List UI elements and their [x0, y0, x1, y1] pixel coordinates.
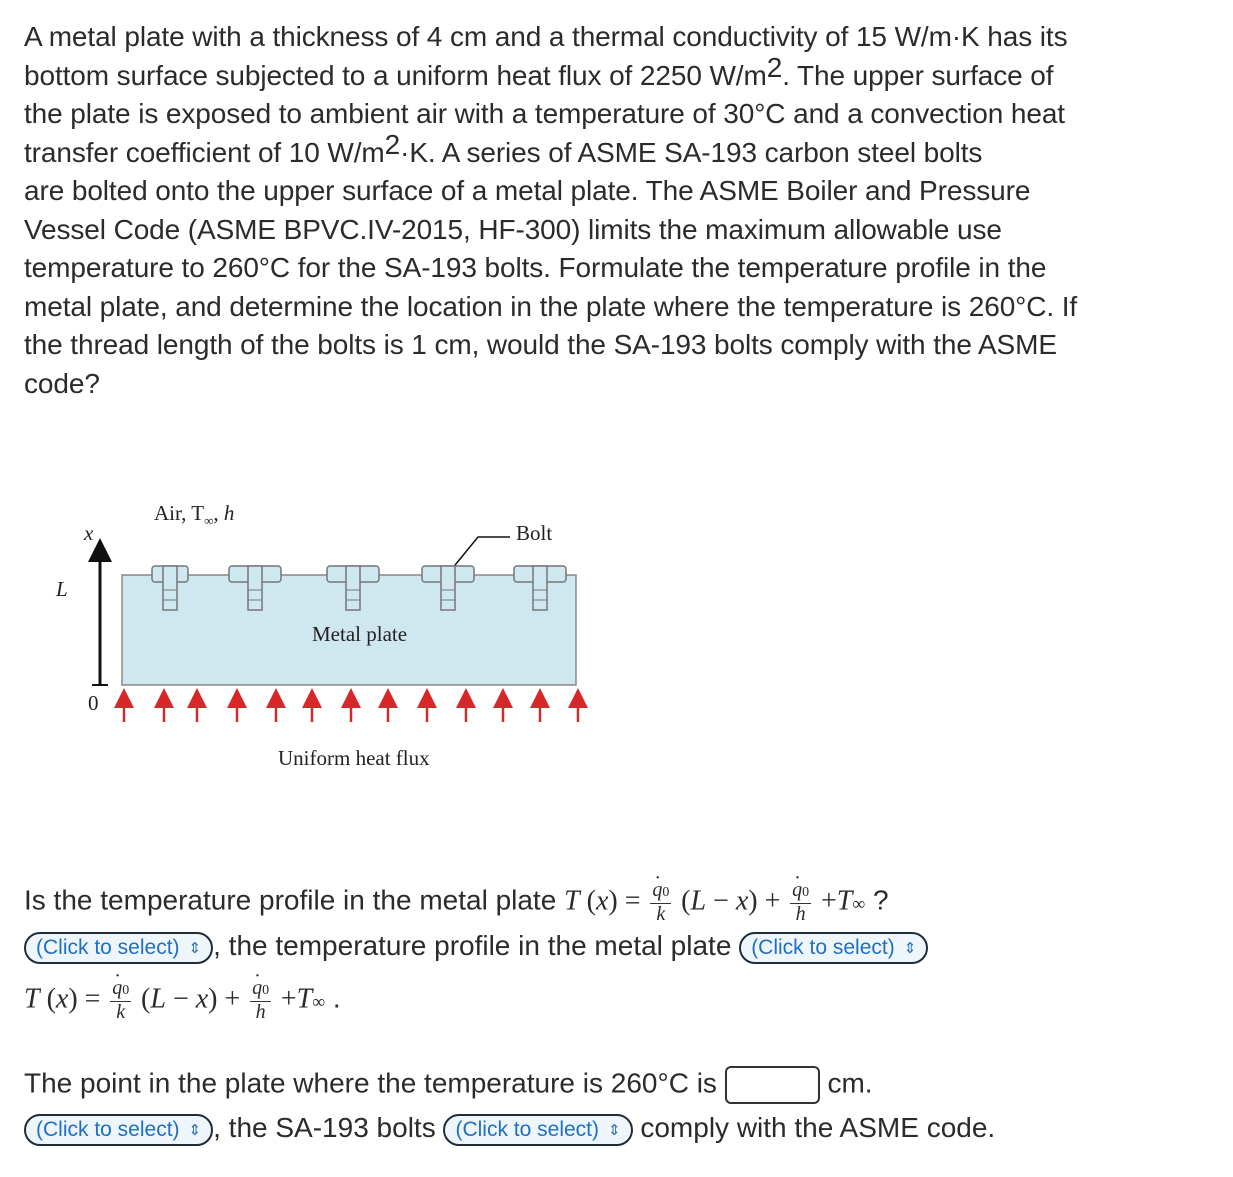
- chevron-updown-icon: ⇕: [188, 939, 202, 957]
- select-dropdown-2[interactable]: (Click to select) ⇕: [739, 932, 928, 964]
- air-label: Air, $T_\infty$, h: [154, 501, 235, 528]
- question-line-1: Is the temperature profile in the metal plate T (x) = · $\frac{q0}{k}$ (L − x) + · $\frac{q0}{h}$ +T∞ ?: [24, 880, 889, 924]
- select-dropdown-4[interactable]: (Click to select) ⇕: [443, 1114, 632, 1146]
- axis-zero-label: 0: [88, 691, 99, 715]
- question-line-4: The point in the plate where the temperature is 260°C is cm.: [24, 1066, 873, 1104]
- problem-line-3: the plate is exposed to ambient air with a temperature of 30°C and a convection heat: [24, 98, 1065, 129]
- problem-line-10: code?: [24, 367, 100, 399]
- bolt-label: Bolt: [516, 521, 553, 545]
- problem-line-8: metal plate, and determine the location in the plate where the temperature is 260°C. If: [24, 290, 1078, 322]
- problem-line-6: Vessel Code (ASME BPVC.IV-2015, HF-300) limits the maximum allowable use: [24, 213, 1002, 245]
- select-dropdown-3[interactable]: (Click to select) ⇕: [24, 1114, 213, 1146]
- question-line-3: T (x) = · $\frac{q0}{k}$ (L − x) + · $\frac{q0}{h}$ +T∞ .: [24, 978, 341, 1022]
- answer-input[interactable]: [725, 1066, 820, 1104]
- flux-label: Uniform heat flux: [278, 746, 430, 770]
- fraction-q0-over-k: · $\frac{q0}{k}$: [650, 880, 671, 924]
- question-line-2: (Click to select) ⇕ , the temperature profile in the metal plate (Click to select) ⇕: [24, 930, 928, 964]
- fraction-q0-over-k-2: · $\frac{q0}{k}$: [110, 978, 131, 1022]
- chevron-updown-icon: ⇕: [188, 1121, 202, 1139]
- question-line-5: (Click to select) ⇕ , the SA-193 bolts (Click to select) ⇕ comply with the ASME code.: [24, 1112, 995, 1146]
- problem-line-1: A metal plate with a thickness of 4 cm and a thermal conductivity of 15 W/m·K has its: [24, 21, 1068, 52]
- bolt-leader-line: [451, 537, 510, 570]
- problem-statement: [24, 18, 1229, 403]
- axis-L-label: L: [56, 577, 68, 601]
- problem-line-7: temperature to 260°C for the SA-193 bolts. Formulate the temperature profile in the: [24, 252, 1047, 283]
- problem-line-9: the thread length of the bolts is 1 cm, would the SA-193 bolts comply with the ASME: [24, 329, 1057, 360]
- plate-diagram-svg: [40, 490, 600, 780]
- plate-diagram: [40, 490, 600, 780]
- problem-line-5: are bolted onto the upper surface of a metal plate. The ASME Boiler and Pressure: [24, 175, 1031, 206]
- heat-flux-arrows: [124, 698, 578, 722]
- problem-line-4: transfer coefficient of 10 $W/m^2\cdot K$. A series of ASME SA-193 carbon steel bolts: [24, 128, 983, 168]
- fraction-q0-over-h-2: · $\frac{q0}{h}$: [250, 978, 271, 1022]
- select-dropdown-1[interactable]: (Click to select) ⇕: [24, 932, 213, 964]
- axis-x-label: x: [84, 521, 94, 545]
- chevron-updown-icon: ⇕: [903, 939, 917, 957]
- problem-line-2: bottom surface subjected to a uniform heat flux of 2250 $W/m^2$. The upper surface of: [24, 51, 1054, 91]
- fraction-q0-over-h: · $\frac{q0}{h}$: [790, 880, 811, 924]
- plate-label: Metal plate: [312, 622, 408, 646]
- chevron-updown-icon: ⇕: [608, 1121, 621, 1139]
